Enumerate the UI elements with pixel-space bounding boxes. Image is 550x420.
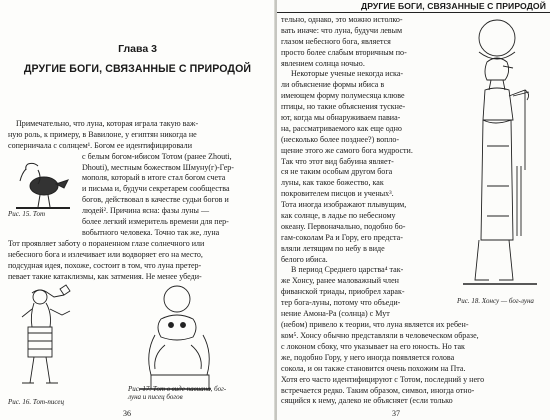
caption-17 [128,385,238,402]
caption-18 [457,297,547,305]
text-line: Dhouti), местным божеством Шмуну(г)-Гер- [82,162,234,172]
text-line: Тота иногда изображают плывущим, [281,200,407,210]
caption-16 [8,398,64,406]
text-line: глазом небесного бога, является [281,36,391,46]
caption-18-text: Хонсу — бог-луна [481,297,534,305]
caption-16-number: Рис. 16. [8,398,32,406]
left-text-top [8,119,270,152]
text-line: встречается редко. Таким образом, символ, иногда отно- [281,385,475,395]
text-line: с локоном сбоку, что указывает на его юность. Но так [281,341,465,351]
text-line: мополя, который в итоге стал богом счета [82,173,226,183]
text-line: вобытного человека. Точно так же, луна [82,227,220,237]
text-line: ную роль, к примеру, в Вавилоне, у египтян никогда не [8,129,197,139]
text-line: подсудная идея, похоже, состоит в том, что луна претер- [8,260,202,270]
left-text-bottom [8,239,270,283]
text-line: ком⁵. Хонсу обычно представляли в человеческом образе, [281,331,479,341]
text-line: Так что этот вид бабуина являет- [281,156,394,166]
text-line: ют, когда мы обнаруживаем павиа- [281,113,401,123]
text-line: тер бога-луны, потому что объеди- [281,298,401,308]
caption-15-number: Рис. 15. [8,210,32,218]
text-line: луны, как такое божество, как [281,178,384,188]
text-line: богов, действовал в качестве судьи богов и [82,195,229,205]
text-line: соперничала с солнцем¹. Богом ее идентифицировали [8,140,193,150]
text-line: сящийся к нему, далеко не объясняет (если только [281,396,453,406]
text-line: ся не таким особым другом бога [281,167,393,177]
text-line: нение Амона-Ра (солнца) с Мут [281,309,390,319]
text-line: тельно, однако, это можно истолко- [281,15,403,24]
text-line: явлением солнца ночью. [281,58,365,68]
caption-18-number: Рис. 18. [457,297,481,305]
running-head [277,0,550,13]
running-head-text: ДРУГИЕ БОГИ, СВЯЗАННЫЕ С ПРИРОДОЙ [360,1,546,11]
text-line: В период Среднего царства⁴ так- [291,265,404,275]
text-line: океану. Первоначально, подобно бо- [281,221,406,231]
text-line: Хотя его часто идентифицируют с Тотом, последний у него [281,374,485,384]
text-line: и письма и, будучи секретарем сообщества [82,184,230,194]
khonsu-figure [457,16,543,306]
text-line: же, подобно Гору, у него иногда появляется голова [281,352,455,362]
text-line: с белым богом-ибисом Тотом (ранее Zhouti, [82,151,232,161]
chapter-title: ДРУГИЕ БОГИ, СВЯЗАННЫЕ С ПРИРОДОЙ [23,63,252,75]
text-line: просто более слабым вторичным по- [281,47,407,57]
text-line: как солнце, в ладье по небесному [281,211,396,221]
text-line: Тот проявляет заботу о пораненном глазе солнечного или [8,239,205,248]
text-line: гам-соколам Ра и Гору, его предста- [281,232,403,242]
text-line: (небом) привело к теории, что луна является их ребен- [281,320,469,330]
right-page [277,0,550,420]
text-line: покровителем писцов и ученых³. [281,189,394,199]
text-line: (несколько более позднее?) вопло- [281,134,400,144]
text-line: сокола, и он также становится очень похожим на Пта. [281,363,466,373]
text-line: фиванской триады, приобрел харак- [281,287,405,297]
text-line: щение этого же самого бога мудрости. [281,145,413,155]
caption-17-text: Тот в виде павиана, бог-луна и писец богов [128,385,227,402]
text-line: имеющем форму полумесяца клюве [281,91,405,101]
text-line: более легкий измеритель времени для пер- [82,217,229,227]
thoth-scribe-figure [12,283,82,395]
text-line: Некоторые ученые некогда иска- [291,69,404,79]
text-line: белого ибиса. [281,254,328,264]
right-text-full [281,320,545,407]
text-line: же Хонсу, ранее маловажный член [281,276,399,286]
right-text-wrap [281,15,447,320]
text-line: певает такие катаклизмы, как затмения. Не менее убеди- [8,271,202,281]
text-line: на, рассматриваемого как еще одно [281,123,402,133]
caption-15 [8,210,45,218]
text-line: ли объяснение формы ибиса в [281,80,385,90]
left-text-wrap [82,152,270,239]
text-line: людей². Причина ясна: фазы луны — [82,206,210,216]
caption-17-number: Рис. 17. [128,385,152,393]
text-line: Примечательно, что луна, которая играла такую важ- [16,119,199,128]
caption-16-text: Тот-писец [32,398,65,406]
text-line: небесного бога и излечивает или водворяет его на место, [8,249,203,259]
text-line: птицы, но такие объяснения тускне- [281,102,406,112]
text-line: вать иначе: что луна, будучи левым [281,25,403,35]
page-number-left: 36 [123,409,131,418]
caption-15-text: Тот [32,210,46,218]
chapter-label: Глава 3 [118,43,157,55]
page-number-right: 37 [392,409,400,418]
text-line: вляли летящим по небу в виде [281,243,385,253]
